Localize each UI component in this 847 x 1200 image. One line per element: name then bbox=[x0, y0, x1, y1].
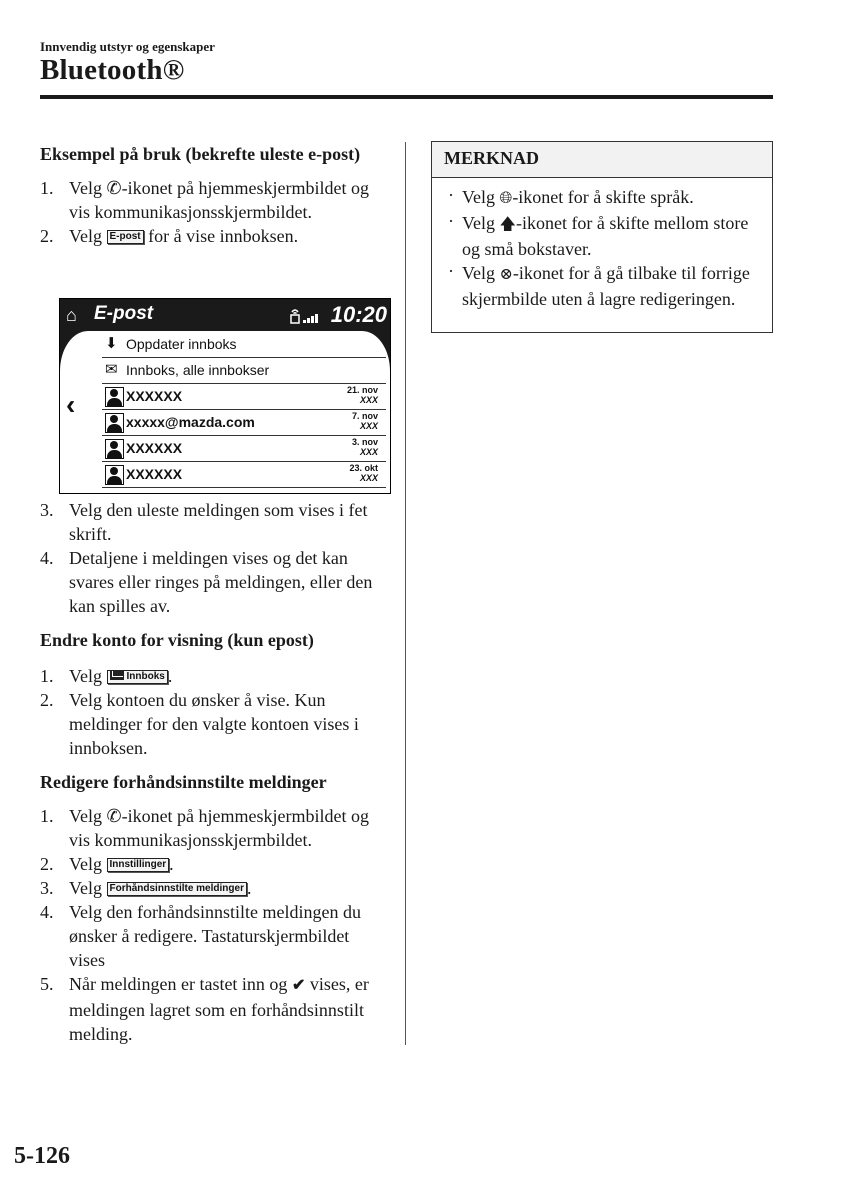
envelope-icon: ✉ bbox=[105, 361, 118, 378]
contact-icon bbox=[105, 465, 124, 485]
account-step-1: 1. Velg Innboks . bbox=[40, 666, 173, 686]
note-title: MERKNAD bbox=[444, 148, 539, 168]
contact-icon bbox=[105, 413, 124, 433]
message-row[interactable]: XXXXXX 3. nov XXX bbox=[102, 436, 386, 462]
back-icon[interactable]: ‹ bbox=[66, 389, 76, 420]
signal-icon bbox=[290, 306, 320, 324]
contact-icon bbox=[105, 439, 124, 459]
home-icon[interactable]: ⌂ bbox=[66, 305, 77, 325]
page-number: 5-126 bbox=[14, 1143, 70, 1169]
email-key: E-post bbox=[107, 230, 144, 244]
note-item: · Velg ⊗-ikonet for å gå tilbake til forrige skjermbilde uten å lagre redigeringen. bbox=[448, 261, 750, 309]
example-step-1: 1. Velg ✆-ikonet på hjemmeskjermbildet og vis kommunikasjonsskjermbildet. bbox=[40, 178, 370, 222]
edit-step-2: 2. Velg Innstillinger . bbox=[40, 854, 174, 874]
screen-body bbox=[60, 331, 390, 493]
message-row[interactable]: xxxxx@mazda.com 7. nov XXX bbox=[102, 410, 386, 436]
example-step-3: 3. Velg den uleste meldingen som vises i fet skrift. bbox=[40, 500, 368, 544]
edit-section bbox=[40, 770, 385, 1046]
page-title: Bluetooth® bbox=[40, 54, 185, 86]
refresh-inbox-row[interactable]: ⬇ Oppdater innboks bbox=[102, 332, 386, 358]
screen-header bbox=[60, 299, 390, 331]
screen-clock: 10:20 bbox=[330, 302, 387, 327]
account-step-2: 2. Velg kontoen du ønsker å vise. Kun meldinger for den valgte kontoen vises i innboksen. bbox=[40, 690, 359, 758]
email-screen bbox=[59, 298, 391, 494]
edit-step-4: 4. Velg den forhåndsinnstilte meldingen du ønsker å redigere. Tastaturskjermbildet vises bbox=[40, 902, 361, 970]
contact-icon bbox=[105, 387, 124, 407]
example-heading: Eksempel på bruk (bekrefte uleste e-post) bbox=[40, 144, 361, 164]
message-row[interactable]: XXXXXX 23. okt XXX bbox=[102, 462, 386, 488]
note-header bbox=[432, 142, 772, 178]
message-row[interactable]: XXXXXX 21. nov XXX bbox=[102, 384, 386, 410]
cancel-icon: ⊗ bbox=[499, 266, 513, 283]
checkmark-icon: ✔ bbox=[291, 977, 306, 994]
screen-title: E-post bbox=[94, 303, 154, 324]
note-list bbox=[448, 185, 768, 311]
column-divider bbox=[405, 142, 406, 1045]
inbox-row[interactable]: ✉ Innboks, alle innbokser bbox=[102, 358, 386, 384]
globe-icon: 🌐︎ bbox=[499, 190, 513, 207]
account-section bbox=[40, 628, 385, 760]
edit-step-1: 1. Velg ✆-ikonet på hjemmeskjermbildet og vis kommunikasjonsskjermbildet. bbox=[40, 806, 370, 850]
title-rule bbox=[40, 95, 773, 99]
envelope-icon bbox=[110, 671, 124, 680]
download-icon: ⬇ bbox=[105, 335, 118, 352]
shift-arrow-icon: 🡅 bbox=[499, 216, 516, 233]
note-item: · Velg 🡅-ikonet for å skifte mellom store og små bokstaver. bbox=[448, 211, 749, 259]
example-step-4: 4. Detaljene i meldingen vises og det kan svares eller ringes på meldingen, eller den kan spilles av. bbox=[40, 548, 373, 616]
edit-heading: Redigere forhåndsinnstilte meldinger bbox=[40, 772, 327, 792]
section-label: Innvendig utstyr og egenskaper bbox=[40, 39, 215, 54]
example-section bbox=[40, 142, 385, 248]
inbox-key: Innboks bbox=[107, 670, 168, 684]
preset-messages-key: Forhåndsinnstilte meldinger bbox=[107, 882, 247, 896]
example-steps bbox=[40, 176, 385, 248]
example-step-2: 2. Velg E-post for å vise innboksen. bbox=[40, 226, 299, 246]
edit-step-5: 5. Når meldingen er tastet inn og ✔ vises, er meldingen lagret som en forhåndsinnstilt melding. bbox=[40, 974, 369, 1044]
note-box bbox=[431, 141, 773, 333]
example-steps-continued bbox=[40, 498, 385, 618]
screen-list bbox=[102, 331, 386, 488]
edit-step-3: 3. Velg Forhåndsinnstilte meldinger . bbox=[40, 878, 252, 898]
account-heading: Endre konto for visning (kun epost) bbox=[40, 630, 314, 650]
settings-key: Innstillinger bbox=[107, 858, 170, 872]
note-item: · Velg 🌐︎-ikonet for å skifte språk. bbox=[448, 185, 768, 211]
